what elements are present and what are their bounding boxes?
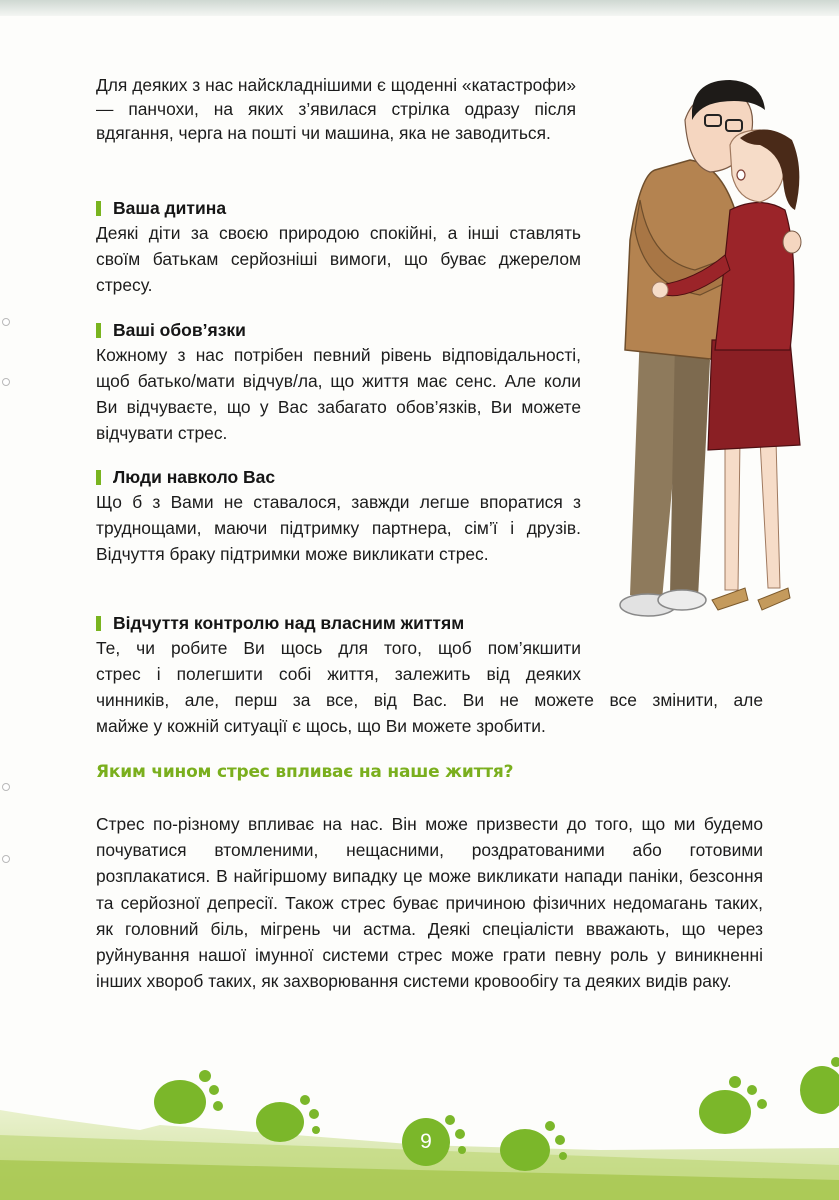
section-body: Кожному з нас потрібен певний рівень відповідальності, щоб батько/мати відчув/ла, що життя має сенс. Але коли Ви відчуваєте, що у Вас забагато обов’язків, Ви можете відчувати стрес. <box>96 345 581 443</box>
body-line: чинників, але, перш за все, від Вас. Ви не можете все змінити, але <box>96 690 763 710</box>
binder-hole <box>2 783 10 791</box>
body-line: майже у кожній ситуації є щось, що Ви можете зробити. <box>96 716 546 736</box>
heading-bar-icon <box>96 470 101 485</box>
paw-print-icon <box>800 1057 839 1114</box>
binder-hole <box>2 855 10 863</box>
heading-bar-icon <box>96 323 101 338</box>
body-line: стрес і полегшити собі життя, залежить від деяких <box>96 664 581 684</box>
section-heading <box>96 196 581 220</box>
section-heading-text: Ваші обов’язки <box>113 320 246 340</box>
section-child <box>96 196 581 298</box>
paw-print-icon <box>154 1070 223 1124</box>
section-body: Деякі діти за своєю природою спокійні, а інші ставлять своїм батькам серйозніші вимоги, що буває джерелом стресу. <box>96 223 581 295</box>
section-duties <box>96 318 581 446</box>
section-heading <box>96 465 581 489</box>
section-heading-text: Відчуття контролю над власним життям <box>113 613 465 633</box>
paw-print-icon <box>699 1076 767 1134</box>
main-heading: Яким чином стрес впливає на наше життя? <box>96 762 514 782</box>
couple-hug-illustration <box>600 60 839 640</box>
binder-hole <box>2 378 10 386</box>
section-heading-text: Люди навколо Вас <box>113 467 276 487</box>
heading-bar-icon <box>96 616 101 631</box>
top-band <box>0 0 839 16</box>
page-number: 9 <box>402 1118 450 1166</box>
main-body-block <box>96 811 763 994</box>
intro-block <box>96 73 576 146</box>
heading-bar-icon <box>96 201 101 216</box>
section-people <box>96 465 581 567</box>
body-line: Те, чи робите Ви щось для того, щоб пом’якшити <box>96 638 581 658</box>
intro-paragraph: Для деяких з нас найскладнішими є щоденні «катастрофи» — панчохи, на яких з’явилася стрілка одразу після вдягання, черга на пошті чи машина, яка не заводиться. <box>96 75 576 144</box>
section-heading <box>96 318 581 342</box>
main-body-paragraph: Стрес по-різному впливає на нас. Він може призвести до того, що ми будемо почуватися втомленими, нещасними, роздратованими або готовими розплакатися. В найгіршому випадку це може викликати напади паніки, безсоння та серйозної депресії. Також стрес буває причиною фізичних недомагань таких, як головний біль, мігрень чи астма. Деякі спеціалісти вважають, що через руйнування нашої імунної системи стрес може грати певну роль у виникненні інших хвороб таких, як захворювання системи кровообігу та деяких видів раку. <box>96 814 763 992</box>
paw-print-icon <box>256 1095 320 1142</box>
binder-hole <box>2 318 10 326</box>
section-heading-text: Ваша дитина <box>113 198 227 218</box>
section-body <box>96 635 776 739</box>
section-body: Що б з Вами не ставалося, завжди легше впоратися з труднощами, маючи підтримку партнера, сім’ї і друзів. Відчуття браку підтримки може викликати стрес. <box>96 492 581 564</box>
